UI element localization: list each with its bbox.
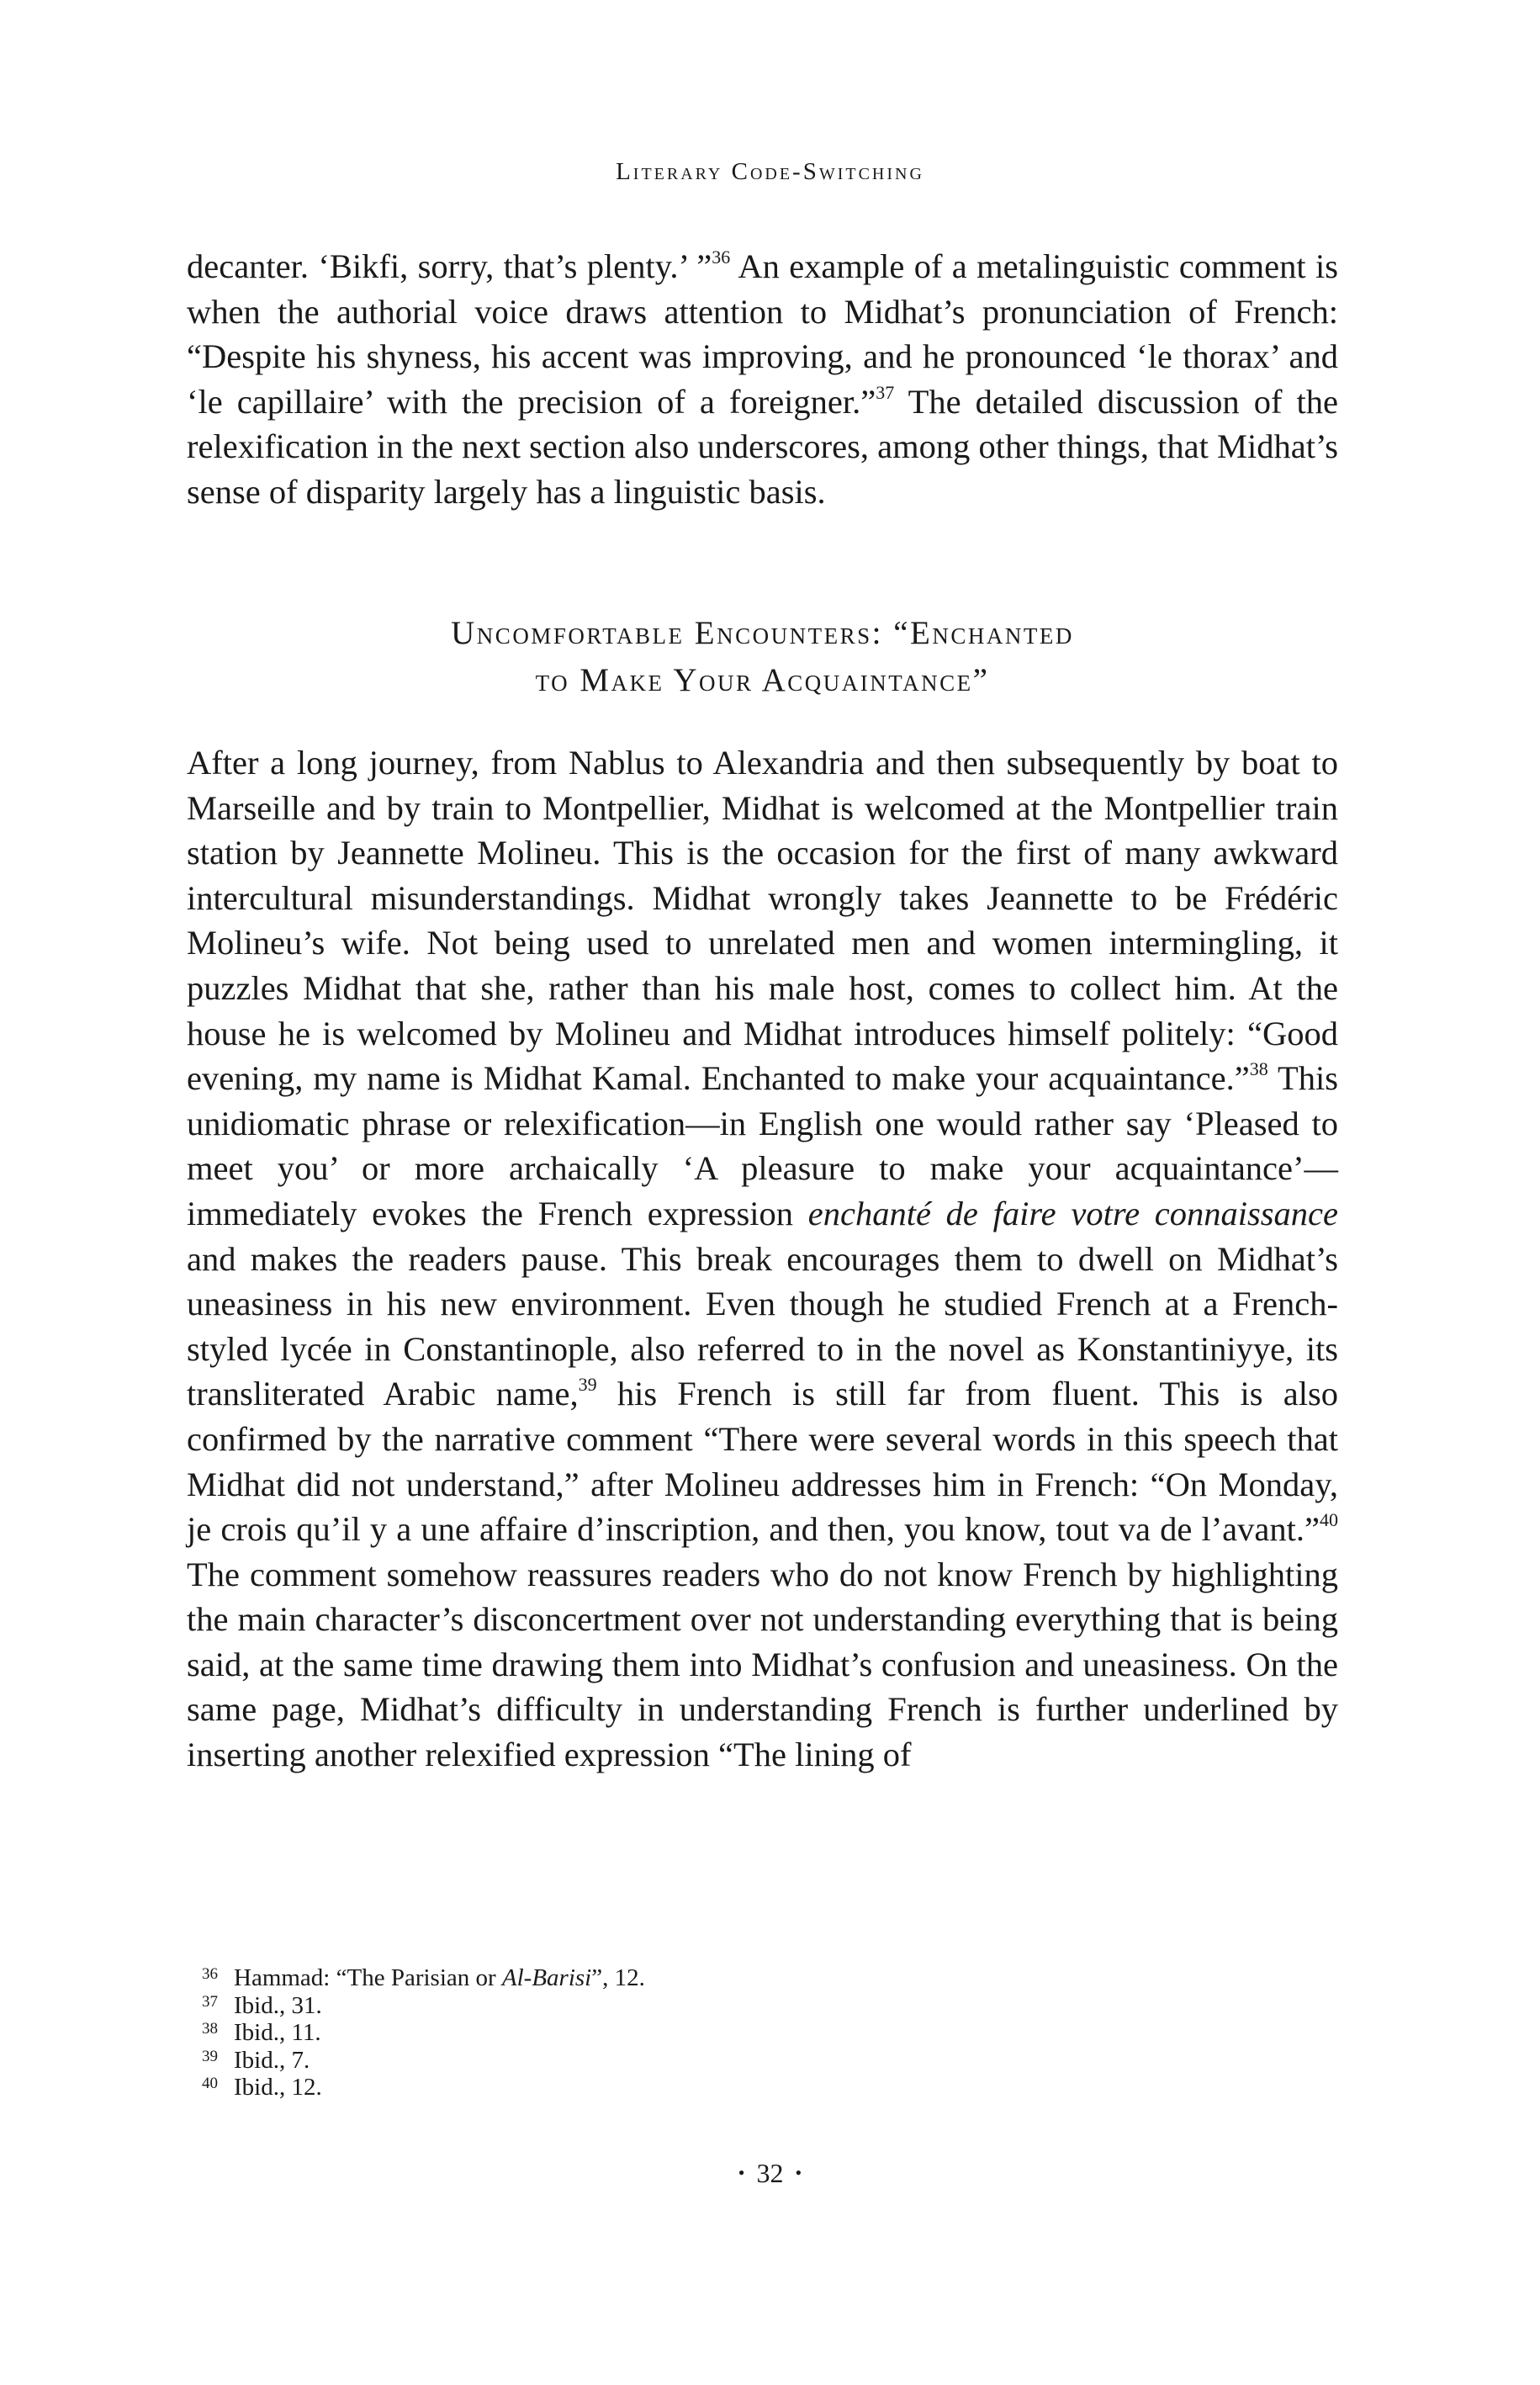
page-number: 32 (756, 2158, 784, 2188)
footnote-item (202, 2019, 1295, 2047)
section-heading-line-2: to Make Your Acquaintance” (535, 662, 990, 698)
text-run: After a long journey, from Nablus to Alexandria and then subsequently by boat to Marseille and by train to Montpellier, Midhat is welcomed at the Montpellier train station by Jeannette Molineu. This is the occasion for the first of many awkward intercultural misunderstandings. Midhat wrongly takes Jeannette to be Frédéric Molineu’s wife. Not being used to unrelated men and women intermingling, it puzzles Midhat that she, rather than his male host, comes to collect him. At the house he is welcomed by Molineu and Midhat introduces himself politely: “Good evening, my name is Midhat Kamal. Enchanted to make your acquaintance.” (187, 744, 1338, 1098)
footnote-number: 38 (202, 2020, 218, 2038)
text-run: decanter. ‘Bikfi, sorry, that’s plenty.’ ” (187, 247, 712, 285)
footnote-italic: Al-Barisi (501, 1964, 592, 1991)
text-run: his French is still far from fluent. This is also confirmed by the narrative comment “There were several words in this speech that Midhat did not understand,” after Molineu addresses him in French: “On Monday, je crois qu’il y a une affaire d’inscription, and then, you know, tout va de l’avant.” (187, 1375, 1338, 1549)
section-heading (187, 610, 1338, 704)
footnote-ref-40[interactable]: 40 (1320, 1509, 1338, 1531)
footnote-item (202, 2047, 1295, 2075)
footnote-ref-36[interactable]: 36 (712, 246, 731, 268)
paragraph-text (187, 740, 1338, 1778)
page-number-footer (0, 2158, 1540, 2189)
text-run: The comment somehow reassures readers who do not know French by highlighting the main character’s disconcertment over not understanding everything that is being said, at the same time drawing them into Midhat’s confusion and uneasiness. On the same page, Midhat’s difficulty in understanding French is further underlined by inserting another relexified expression “The lining of (187, 1555, 1338, 1774)
footnote-text: Ibid., 11. (234, 2019, 321, 2046)
footnote-ref-38[interactable]: 38 (1249, 1058, 1268, 1080)
italic-phrase: enchanté de faire votre connaissance (807, 1194, 1339, 1232)
footnote-item (202, 1964, 1295, 1992)
footnote-item (202, 2074, 1295, 2101)
text-run: The detailed discussion of the relexification in the next section also underscores, among other things, that Midhat’s sense of disparity largely has a linguistic basis. (187, 382, 1338, 511)
paragraph-text (187, 244, 1338, 515)
bullet-icon: • (738, 2162, 745, 2183)
running-head: Literary Code-Switching (616, 158, 924, 185)
bullet-icon: • (795, 2162, 802, 2183)
footnote-text-run: Hammad: “The Parisian or (234, 1964, 502, 1991)
body-paragraph-1 (187, 244, 1338, 515)
footnotes-list (202, 1964, 1295, 2101)
text-run: and makes the readers pause. This break encourages them to dwell on Midhat’s uneasiness in his new environment. Even though he studied French at a French-styled lycée in Constantinople, also referred to in the novel as Konstantiniyye, its transliterated Arabic name, (187, 1239, 1338, 1413)
footnote-text: Ibid., 7. (234, 2046, 310, 2074)
footnote-number: 39 (202, 2047, 218, 2065)
text-run: This unidiomatic phrase or relexification—in English one would rather say ‘Pleased to meet you’ or more archaically ‘A pleasure to make your acquaintance’—immediately evokes the French expression (187, 1059, 1338, 1232)
footnote-item (202, 1992, 1295, 2020)
body-paragraph-2 (187, 740, 1338, 1778)
footnote-text (234, 1964, 645, 1992)
footnote-ref-39[interactable]: 39 (578, 1374, 597, 1396)
footnote-number: 37 (202, 1992, 218, 2011)
section-heading-line-1: Uncomfortable Encounters: “Enchanted (451, 615, 1074, 651)
footnote-text-run: ”, 12. (591, 1964, 645, 1991)
footnote-number: 36 (202, 1965, 218, 1983)
footnote-text: Ibid., 12. (234, 2074, 322, 2101)
text-run: An example of a metalinguistic comment is when the authorial voice draws attention to Midhat’s pronunciation of French: “Despite his shyness, his accent was improving, and he pronounced ‘le thorax’ and ‘le capillaire’ with the precision of a foreigner.” (187, 247, 1338, 421)
footnote-text: Ibid., 31. (234, 1991, 322, 2019)
footnote-number: 40 (202, 2075, 218, 2092)
footnote-ref-37[interactable]: 37 (876, 381, 895, 403)
